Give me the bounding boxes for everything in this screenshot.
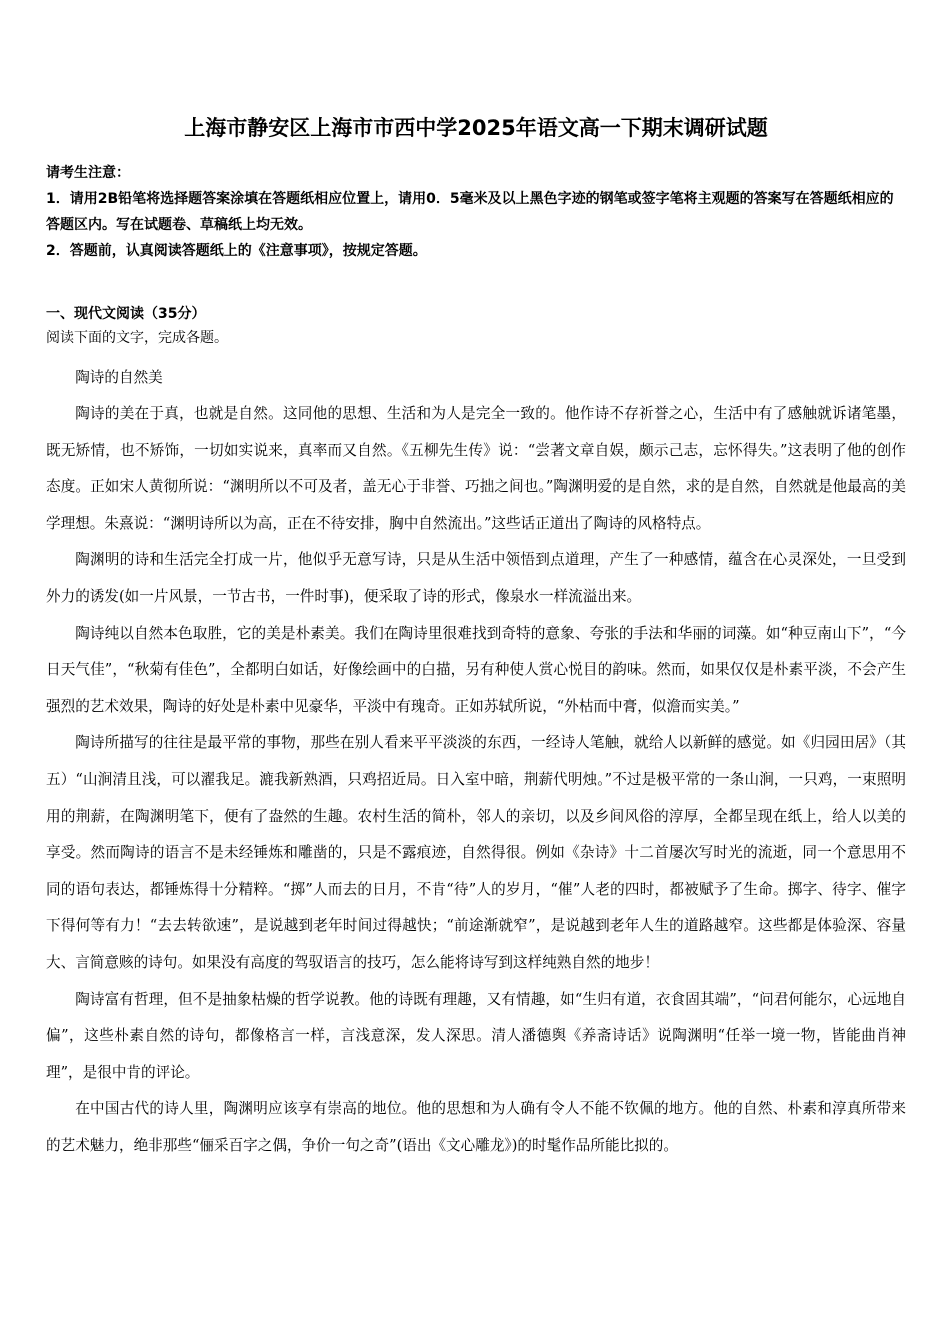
essay-paragraph-6: 在中国古代的诗人里，陶渊明应该享有崇高的地位。他的思想和为人确有令人不能不钦佩的地方。他的自然、朴素和淳真所带来的艺术魅力，绝非那些“俪采百字之偶，争价一句之奇”(语出《文心雕龙》)的时髦作品所能比拟的。 [46, 1100, 906, 1154]
essay-paragraph-4: 陶诗所描写的往往是最平常的事物，那些在别人看来平平淡淡的东西，一经诗人笔触，就给人以新鲜的感觉。如《归园田居》（其五）“山涧清且浅，可以濯我足。漉我新熟酒，只鸡招近局。日入室中暗，荆薪代明烛。”不过是极平常的一条山涧，一只鸡，一束照明用的荆薪，在陶渊明笔下，便有了盎然的生趣。农村生活的简朴，邻人的亲切，以及乡间风俗的淳厚，全都呈现在纸上，给人以美的享受。然而陶诗的语言不是未经锤炼和雕凿的，只是不露痕迹，自然得很。例如《杂诗》十二首屡次写时光的流逝，同一个意思用不同的语句表达，都锤炼得十分精粹。“掷”人而去的日月，不肯“待”人的岁月，“催”人老的四时，都被赋予了生命。掷字、待字、催字下得何等有力！“去去转欲速”，是说越到老年时间过得越快；“前途渐就窄”，是说越到老年人生的道路越窄。这些都是体验深、容量大、言简意赅的诗句。如果没有高度的驾驭语言的技巧，怎么能将诗写到这样纯熟自然的地步！ [46, 734, 906, 971]
exam-notice [46, 160, 906, 264]
notice-item-2: 2．答题前，认真阅读答题纸上的《注意事项》，按规定答题。 [46, 243, 427, 259]
essay-paragraph-1: 陶诗的美在于真，也就是自然。这同他的思想、生活和为人是完全一致的。他作诗不存祈誉之心，生活中有了感触就诉诸笔墨，既无矫情，也不矫饰，一切如实说来，真率而又自然。《五柳先生传》说：“尝著文章自娱，颇示己志，忘怀得失。”这表明了他的创作态度。正如宋人黄彻所说：“渊明所以不可及者，盖无心于非誉、巧拙之间也。”陶渊明爱的是自然，求的是自然，自然就是他最高的美学理想。朱熹说：“渊明诗所以为高，正在不待安排，胸中自然流出。”这些话正道出了陶诗的风格特点。 [46, 405, 906, 532]
essay-paragraph-2: 陶渊明的诗和生活完全打成一片，他似乎无意写诗，只是从生活中领悟到点道理，产生了一种感情，蕴含在心灵深处，一旦受到外力的诱发(如一片风景，一节古书，一件时事)，便采取了诗的形式，像泉水一样流溢出来。 [46, 551, 906, 605]
essay-paragraph-3: 陶诗纯以自然本色取胜，它的美是朴素美。我们在陶诗里很难找到奇特的意象、夸张的手法和华丽的词藻。如“种豆南山下”，“今日天气佳”，“秋菊有佳色”，全都明白如话，好像绘画中的白描，另有种使人赏心悦目的韵味。然而，如果仅仅是朴素平淡，不会产生强烈的艺术效果，陶诗的好处是朴素中见豪华，平淡中有瑰奇。正如苏轼所说，“外枯而中膏，似澹而实美。” [46, 624, 906, 715]
essay-title: 陶诗的自然美 [75, 369, 163, 386]
essay-body [46, 396, 906, 1164]
exam-title: 上海市静安区上海市市西中学2025年语文高一下期末调研试题 [184, 116, 768, 140]
essay-paragraph-5: 陶诗富有哲理，但不是抽象枯燥的哲学说教。他的诗既有理趣，又有情趣，如“生归有道，衣食固其端”，“问君何能尔，心远地自偏”，这些朴素自然的诗句，都像格言一样，言浅意深，发人深思。清人潘德舆《养斋诗话》说陶渊明“任举一境一物，皆能曲肖神理”，是很中肯的评论。 [46, 990, 906, 1081]
notice-item-1: 1．请用2B铅笔将选择题答案涂填在答题纸相应位置上，请用0．5毫米及以上黑色字迹的钢笔或签字笔将主观题的答案写在答题纸相应的答题区内。写在试题卷、草稿纸上均无效。 [46, 191, 894, 233]
notice-heading: 请考生注意： [46, 165, 130, 181]
exam-page [46, 112, 906, 1164]
section-instruction: 阅读下面的文字，完成各题。 [46, 330, 228, 346]
section-heading: 一、现代文阅读（35分） [46, 306, 206, 322]
